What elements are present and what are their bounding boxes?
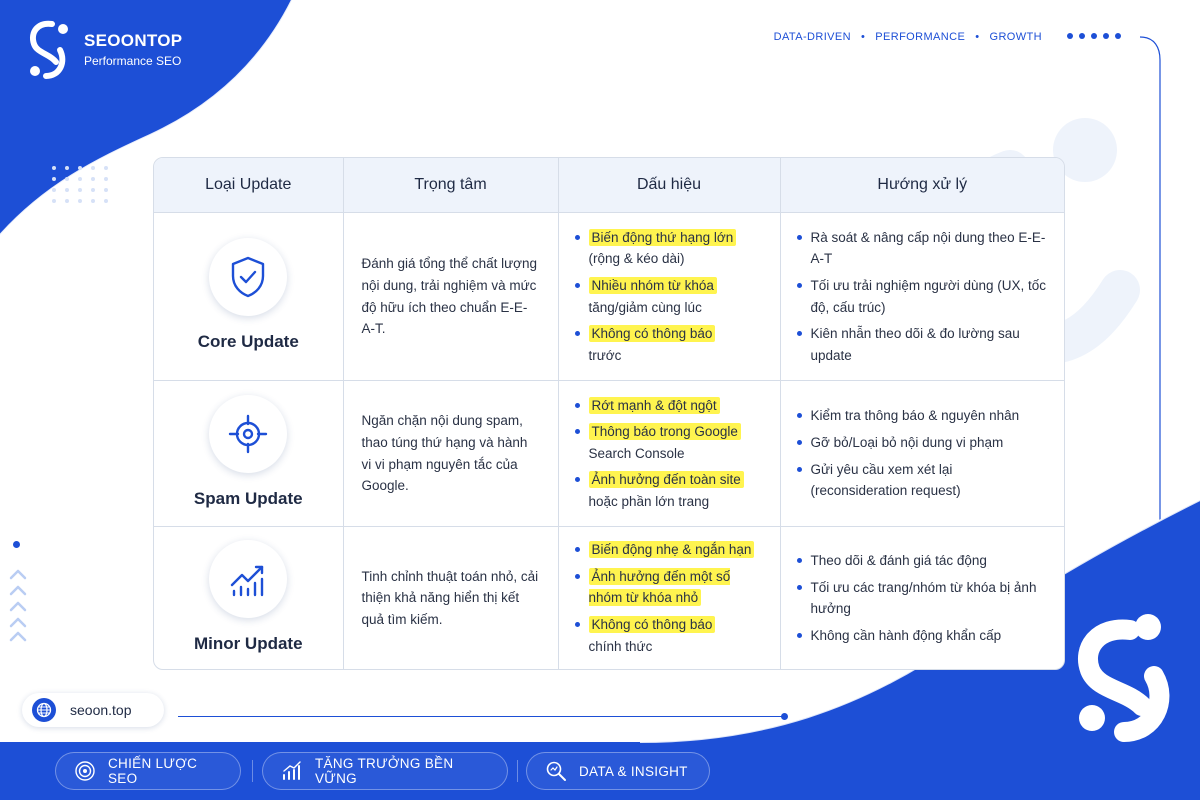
footer-chip-seo-strategy[interactable] xyxy=(55,752,241,790)
sign-detail: tăng/giảm cùng lúc xyxy=(588,299,702,315)
tagline-item: GROWTH xyxy=(989,31,1042,43)
focus-cell: Tinh chỉnh thuật toán nhỏ, cải thiện khả năng hiển thị kết quả tìm kiếm. xyxy=(343,527,558,670)
sign-highlight: Biến động nhẹ & ngắn hạn xyxy=(589,541,755,558)
update-type-name: Spam Update xyxy=(193,488,303,508)
brand-logo[interactable] xyxy=(22,18,182,80)
tagline-separator: • xyxy=(975,31,980,43)
footer-separator xyxy=(517,760,518,782)
update-comparison-table xyxy=(153,157,1065,670)
sign-detail: trước xyxy=(588,347,622,363)
table-row xyxy=(154,213,1064,381)
divider-line xyxy=(178,716,784,717)
tagline xyxy=(774,31,1042,43)
decorative-dots xyxy=(1067,33,1121,39)
sign-item xyxy=(569,421,766,464)
sign-item xyxy=(569,227,766,270)
action-item: Kiểm tra thông báo & nguyên nhân xyxy=(791,405,1051,427)
sign-highlight: Nhiều nhóm từ khóa xyxy=(589,277,717,294)
sign-item xyxy=(569,275,766,318)
seoontop-logo-icon xyxy=(22,18,74,80)
growth-chart-icon xyxy=(209,540,287,618)
action-item: Tối ưu các trang/nhóm từ khóa bị ảnh hưởng xyxy=(791,577,1051,620)
sign-highlight: Không có thông báo xyxy=(589,616,716,633)
header-signs: Dấu hiệu xyxy=(558,158,780,213)
update-type-cell xyxy=(154,527,343,670)
globe-icon xyxy=(32,698,56,722)
sign-highlight: Không có thông báo xyxy=(589,325,716,342)
header-focus: Trọng tâm xyxy=(343,158,558,213)
sign-highlight: Rớt mạnh & đột ngột xyxy=(589,397,720,414)
table-row xyxy=(154,527,1064,670)
table-header-row xyxy=(154,158,1064,213)
sign-detail: (rộng & kéo dài) xyxy=(588,251,685,267)
action-item: Không cần hành động khẩn cấp xyxy=(791,625,1051,647)
bar-chart-icon xyxy=(281,760,303,782)
shield-check-icon xyxy=(209,238,287,316)
sign-highlight: Thông báo trong Google xyxy=(589,423,741,440)
tagline-item: DATA-DRIVEN xyxy=(773,31,851,43)
action-item: Kiên nhẫn theo dõi & đo lường sau update xyxy=(791,323,1051,366)
footer-chip-data-insight[interactable] xyxy=(526,752,710,790)
sign-item xyxy=(569,395,766,417)
decorative-dot xyxy=(13,541,20,548)
table-row xyxy=(154,381,1064,527)
decorative-dot xyxy=(781,713,788,720)
sign-item xyxy=(569,614,766,657)
decorative-dot-grid xyxy=(52,166,110,203)
sign-highlight: Ảnh hưởng đến toàn site xyxy=(589,471,744,488)
signs-cell xyxy=(558,381,780,527)
sign-item xyxy=(569,469,766,512)
footer-chip-label: TĂNG TRƯỞNG BỀN VỮNG xyxy=(315,756,454,786)
actions-cell xyxy=(780,213,1064,381)
header-update-type: Loại Update xyxy=(154,158,343,213)
actions-cell xyxy=(780,527,1064,670)
chevron-up-stack-icon xyxy=(9,568,27,642)
sign-item xyxy=(569,539,766,561)
footer-chip-sustainable-growth[interactable] xyxy=(262,752,508,790)
action-item: Rà soát & nâng cấp nội dung theo E-E-A-T xyxy=(791,227,1051,270)
update-type-name: Core Update xyxy=(197,331,299,351)
focus-cell: Ngăn chặn nội dung spam, thao túng thứ hạng và hành vi vi phạm nguyên tắc của Google. xyxy=(343,381,558,527)
sign-item xyxy=(569,566,766,609)
update-type-cell xyxy=(154,213,343,381)
sign-highlight: Ảnh hưởng đến một số nhóm từ khóa nhỏ xyxy=(588,568,731,606)
footer-separator xyxy=(252,760,253,782)
sign-detail: hoặc phần lớn trang xyxy=(588,493,710,509)
action-item: Theo dõi & đánh giá tác động xyxy=(791,550,1051,572)
header-actions: Hướng xử lý xyxy=(780,158,1064,213)
update-type-cell xyxy=(154,381,343,527)
sign-item xyxy=(569,323,766,366)
signs-cell xyxy=(558,213,780,381)
website-url: seoon.top xyxy=(70,702,132,718)
tagline-separator: • xyxy=(860,31,866,43)
brand-name: SEOONTOP xyxy=(84,30,183,50)
footer-chip-label: CHIẾN LƯỢC SEO xyxy=(108,756,198,786)
brand-subtitle: Performance SEO xyxy=(84,53,182,68)
action-item: Tối ưu trải nghiệm người dùng (UX, tốc độ, cấu trúc) xyxy=(791,275,1051,318)
sign-highlight: Biến động thứ hạng lớn xyxy=(589,229,737,246)
sign-detail: Search Console xyxy=(588,445,685,461)
website-link[interactable] xyxy=(22,693,164,727)
action-item: Gỡ bỏ/Loại bỏ nội dung vi phạm xyxy=(791,432,1051,454)
action-item: Gửi yêu cầu xem xét lại (reconsideration request) xyxy=(791,459,1051,502)
target-icon xyxy=(209,395,287,473)
magnifier-icon xyxy=(545,760,567,782)
actions-cell xyxy=(780,381,1064,527)
focus-cell: Đánh giá tổng thể chất lượng nội dung, trải nghiệm và mức độ hữu ích theo chuẩn E-E-A-T. xyxy=(343,213,558,381)
tagline-item: PERFORMANCE xyxy=(875,31,966,43)
update-type-name: Minor Update xyxy=(193,633,303,653)
sign-detail: chính thức xyxy=(588,638,653,654)
target-icon xyxy=(74,760,96,782)
signs-cell xyxy=(558,527,780,670)
footer-chip-label: DATA & INSIGHT xyxy=(579,763,688,779)
